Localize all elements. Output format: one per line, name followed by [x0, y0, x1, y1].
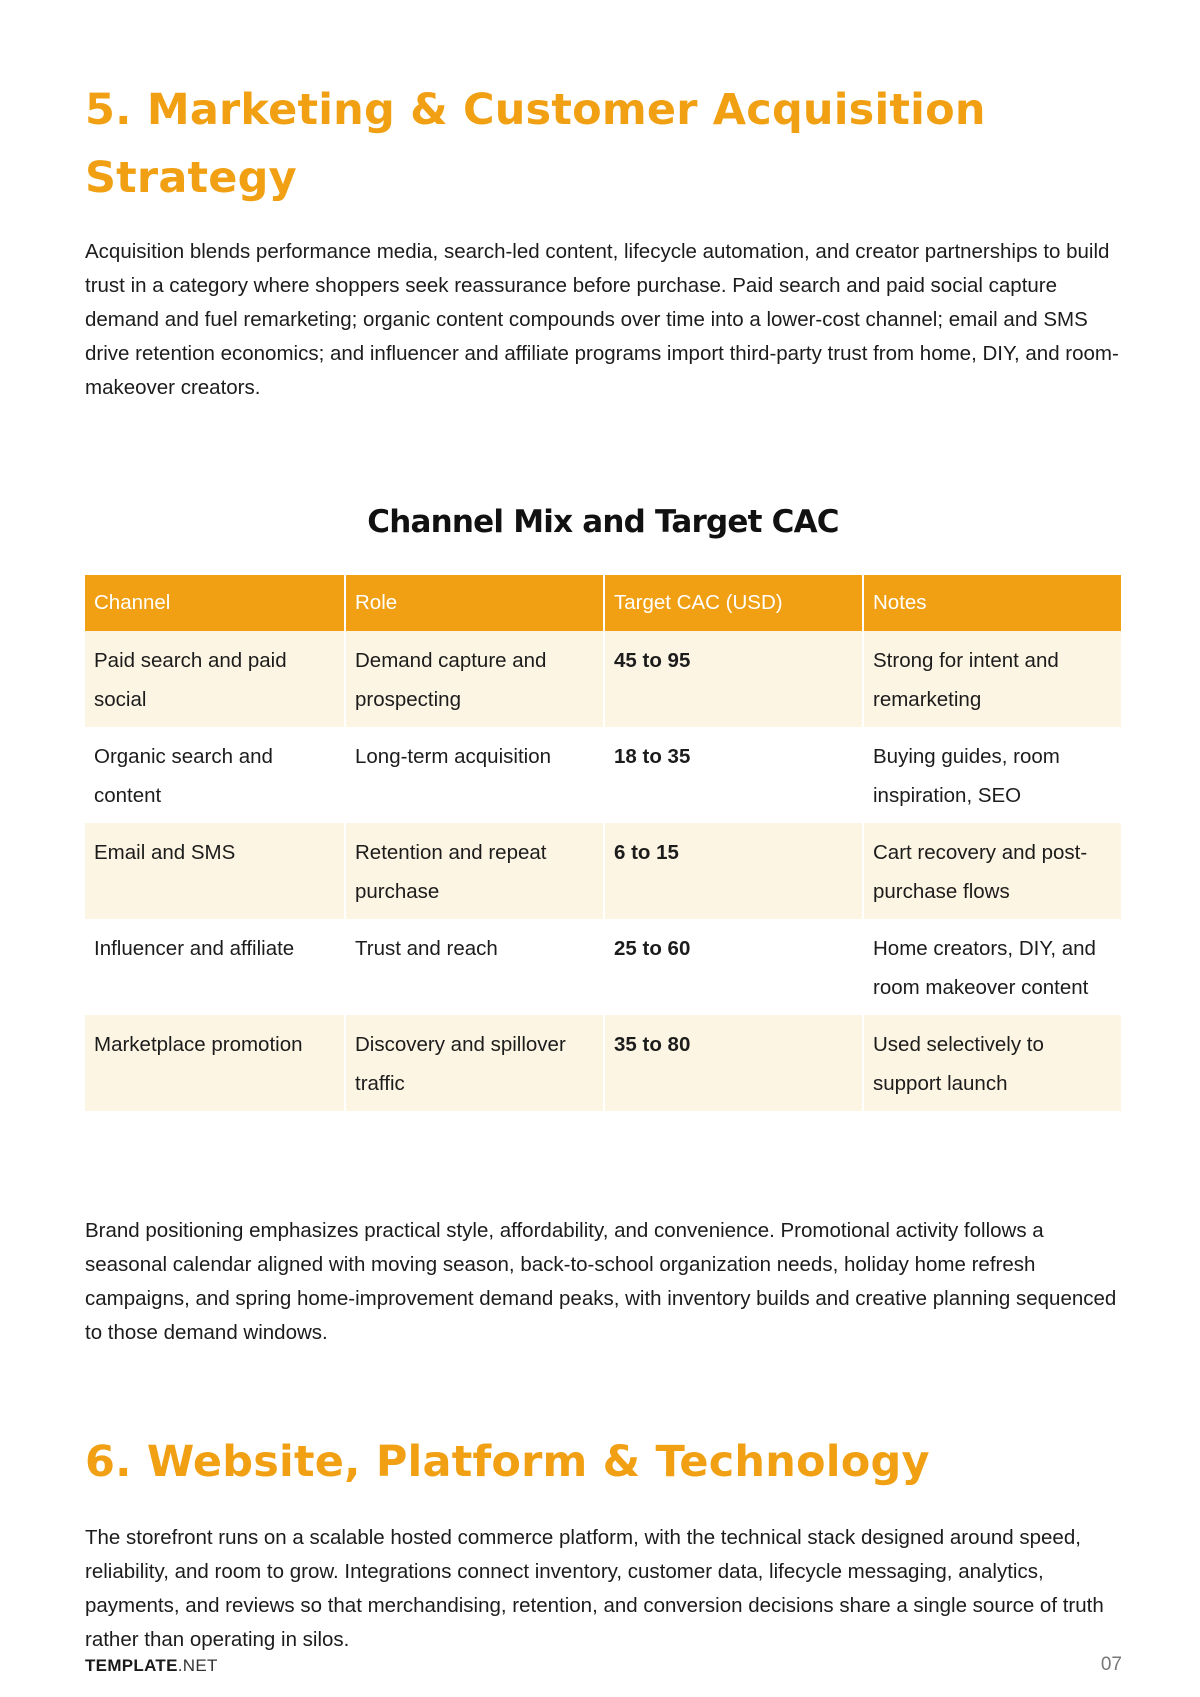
footer-brand-suffix: .NET — [177, 1656, 218, 1675]
cell-role: Discovery and spillover traffic — [345, 1015, 604, 1111]
cell-role: Retention and repeat purchase — [345, 823, 604, 919]
cell-channel: Email and SMS — [85, 823, 345, 919]
cell-role: Trust and reach — [345, 919, 604, 1015]
cell-channel: Paid search and paid social — [85, 631, 345, 727]
section-6-intro-paragraph: The storefront runs on a scalable hosted commerce platform, with the technical stack designed around speed, reliability, and room to grow. Integrations connect inventory, customer data, lifecycle messaging, analytics, payments, and reviews so that merchandising, retention, and conversion decisions share a single source of truth rather than operating in silos. — [85, 1526, 1104, 1651]
table-caption: Channel Mix and Target CAC — [367, 504, 839, 540]
section-5-positioning-paragraph: Brand positioning emphasizes practical style, affordability, and convenience. Promotional activity follows a seasonal calendar aligned with moving season, back-to-school organization needs, holiday home refresh campaigns, and spring home-improvement demand peaks, with inventory builds and creative planning sequenced to those demand windows. — [85, 1219, 1117, 1344]
cell-notes: Strong for intent and remarketing — [863, 631, 1121, 727]
table-row — [85, 631, 1121, 727]
cell-channel: Organic search and content — [85, 727, 345, 823]
cell-role: Long-term acquisition — [345, 727, 604, 823]
table-row — [85, 919, 1121, 1015]
cell-notes: Cart recovery and post-purchase flows — [863, 823, 1121, 919]
cell-target-cac: 6 to 15 — [604, 823, 863, 919]
table-row — [85, 823, 1121, 919]
cell-target-cac: 35 to 80 — [604, 1015, 863, 1111]
cell-role: Demand capture and prospecting — [345, 631, 604, 727]
cell-target-cac: 18 to 35 — [604, 727, 863, 823]
footer-brand-main: TEMPLATE — [85, 1656, 178, 1675]
header-target-cac: Target CAC (USD) — [604, 575, 863, 631]
cell-notes: Home creators, DIY, and room makeover content — [873, 937, 1096, 999]
cell-target-cac: 45 to 95 — [604, 631, 863, 727]
header-role: Role — [345, 575, 604, 631]
header-channel: Channel — [85, 575, 345, 631]
footer-brand-logo — [85, 1656, 218, 1676]
header-notes: Notes — [863, 575, 1121, 631]
section-6-heading: 6. Website, Platform & Technology — [85, 1437, 930, 1487]
section-5-intro-paragraph: Acquisition blends performance media, search-led content, lifecycle automation, and creator partnerships to build trust in a category where shoppers seek reassurance before purchase. Paid search and paid social capture demand and fuel remarketing; organic content compounds over time into a lower-cost channel; email and SMS drive retention economics; and influencer and affiliate programs import third-party trust from home, DIY, and room-makeover creators. — [85, 240, 1119, 399]
cell-notes: Buying guides, room inspiration, SEO — [873, 745, 1060, 807]
page-number: 07 — [1100, 1654, 1122, 1675]
cell-channel: Influencer and affiliate — [85, 919, 345, 1015]
table-row — [85, 1015, 1121, 1111]
table-row — [85, 727, 1121, 823]
table-header-row — [85, 575, 1121, 631]
section-5-heading: 5. Marketing & Customer Acquisition Strategy — [85, 85, 986, 203]
channel-mix-table — [85, 575, 1121, 1111]
cell-notes: Used selectively to support launch — [863, 1015, 1121, 1111]
cell-target-cac: 25 to 60 — [604, 919, 863, 1015]
cell-channel: Marketplace promotion — [85, 1015, 345, 1111]
